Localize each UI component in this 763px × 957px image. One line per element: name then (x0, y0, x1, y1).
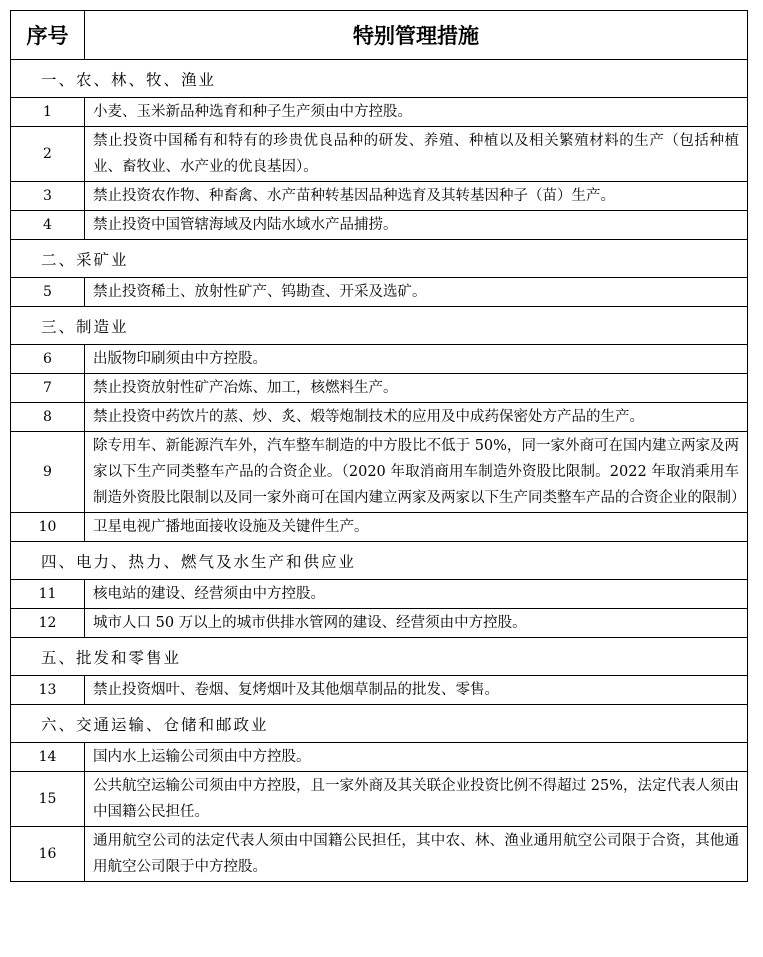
table-row (11, 211, 748, 240)
row-measure: 禁止投资农作物、种畜禽、水产苗种转基因品种选育及其转基因种子（苗）生产。 (85, 182, 748, 211)
row-number: 10 (11, 513, 85, 542)
section-title: 一、农、林、牧、渔业 (11, 60, 748, 98)
table-row (11, 827, 748, 882)
section-title: 二、采矿业 (11, 240, 748, 278)
table-row (11, 513, 748, 542)
row-measure: 通用航空公司的法定代表人须由中国籍公民担任，其中农、林、渔业通用航空公司限于合资，其他通用航空公司限于中方控股。 (85, 827, 748, 882)
row-measure: 禁止投资中国稀有和特有的珍贵优良品种的研发、养殖、种植以及相关繁殖材料的生产（包括种植业、畜牧业、水产业的优良基因）。 (85, 127, 748, 182)
table-row (11, 772, 748, 827)
header-row (11, 11, 748, 60)
row-number: 8 (11, 403, 85, 432)
row-number: 3 (11, 182, 85, 211)
table-row (11, 676, 748, 705)
row-number: 2 (11, 127, 85, 182)
row-measure: 核电站的建设、经营须由中方控股。 (85, 580, 748, 609)
measures-table (10, 10, 748, 882)
row-number: 9 (11, 432, 85, 513)
section-row (11, 638, 748, 676)
row-measure: 城市人口 50 万以上的城市供排水管网的建设、经营须由中方控股。 (85, 609, 748, 638)
row-number: 1 (11, 98, 85, 127)
table-row (11, 278, 748, 307)
table-row (11, 580, 748, 609)
table-row (11, 182, 748, 211)
row-measure: 禁止投资放射性矿产冶炼、加工，核燃料生产。 (85, 374, 748, 403)
row-number: 13 (11, 676, 85, 705)
header-special-measures: 特别管理措施 (85, 11, 748, 60)
table-row (11, 374, 748, 403)
row-measure: 国内水上运输公司须由中方控股。 (85, 743, 748, 772)
section-row (11, 60, 748, 98)
table-row (11, 98, 748, 127)
section-row (11, 240, 748, 278)
section-title: 六、交通运输、仓储和邮政业 (11, 705, 748, 743)
header-serial-number: 序号 (11, 11, 85, 60)
row-measure: 禁止投资中国管辖海域及内陆水域水产品捕捞。 (85, 211, 748, 240)
section-title: 四、电力、热力、燃气及水生产和供应业 (11, 542, 748, 580)
table-row (11, 345, 748, 374)
row-measure: 公共航空运输公司须由中方控股，且一家外商及其关联企业投资比例不得超过 25%，法定代表人须由中国籍公民担任。 (85, 772, 748, 827)
row-number: 14 (11, 743, 85, 772)
row-number: 5 (11, 278, 85, 307)
row-number: 15 (11, 772, 85, 827)
row-number: 6 (11, 345, 85, 374)
section-row (11, 307, 748, 345)
row-number: 11 (11, 580, 85, 609)
row-number: 4 (11, 211, 85, 240)
section-row (11, 705, 748, 743)
row-measure: 禁止投资烟叶、卷烟、复烤烟叶及其他烟草制品的批发、零售。 (85, 676, 748, 705)
row-measure: 禁止投资稀土、放射性矿产、钨勘查、开采及选矿。 (85, 278, 748, 307)
row-number: 7 (11, 374, 85, 403)
table-row (11, 432, 748, 513)
table-row (11, 127, 748, 182)
row-measure: 出版物印刷须由中方控股。 (85, 345, 748, 374)
section-row (11, 542, 748, 580)
row-number: 12 (11, 609, 85, 638)
table-row (11, 403, 748, 432)
table-row (11, 743, 748, 772)
row-measure: 小麦、玉米新品种选育和种子生产须由中方控股。 (85, 98, 748, 127)
row-number: 16 (11, 827, 85, 882)
row-measure: 禁止投资中药饮片的蒸、炒、炙、煅等炮制技术的应用及中成药保密处方产品的生产。 (85, 403, 748, 432)
table-row (11, 609, 748, 638)
section-title: 五、批发和零售业 (11, 638, 748, 676)
section-title: 三、制造业 (11, 307, 748, 345)
row-measure: 除专用车、新能源汽车外，汽车整车制造的中方股比不低于 50%，同一家外商可在国内建立两家及两家以下生产同类整车产品的合资企业。（2020 年取消商用车制造外资股比限制。2022 年取消乘用车制造外资股比限制以及同一家外商可在国内建立两家及两家以下生产同类整车产品的合资企业的限制） (85, 432, 748, 513)
row-measure: 卫星电视广播地面接收设施及关键件生产。 (85, 513, 748, 542)
